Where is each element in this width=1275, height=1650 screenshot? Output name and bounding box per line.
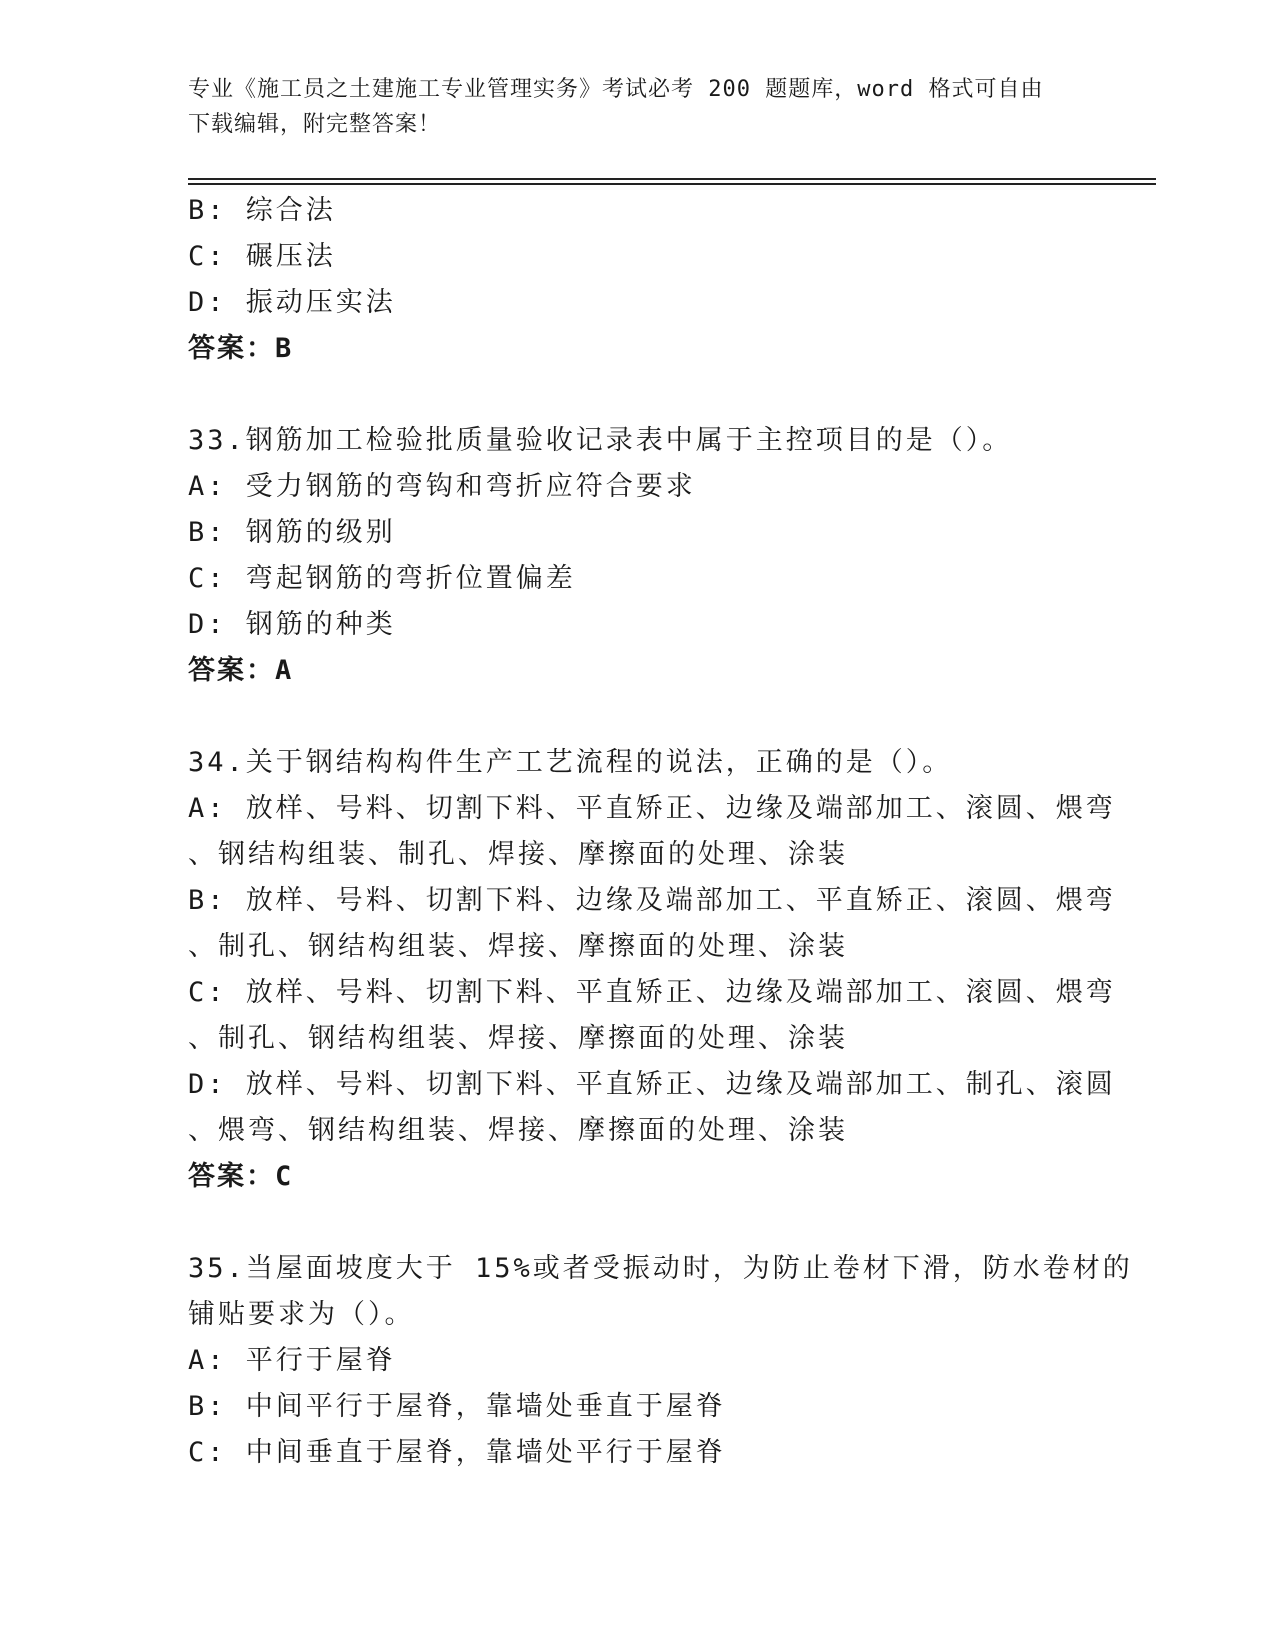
option-b: B: 综合法 bbox=[188, 195, 336, 226]
question-stem-line-2: 铺贴要求为（）。 bbox=[188, 1299, 415, 1330]
option-b: B: 钢筋的级别 bbox=[188, 517, 396, 548]
question-content bbox=[188, 188, 1133, 1476]
option-b-line-2: 、制孔、钢结构组装、焊接、摩擦面的处理、涂装 bbox=[188, 931, 848, 962]
question-stem: 34.关于钢结构构件生产工艺流程的说法，正确的是（）。 bbox=[188, 747, 953, 778]
option-a: A: 受力钢筋的弯钩和弯折应符合要求 bbox=[188, 471, 696, 502]
header-line-1: 专业《施工员之土建施工专业管理实务》考试必考 200 题题库，word 格式可自由 bbox=[188, 77, 1044, 102]
header-rule-top bbox=[188, 178, 1156, 180]
option-c-line-2: 、制孔、钢结构组装、焊接、摩擦面的处理、涂装 bbox=[188, 1023, 848, 1054]
spacer bbox=[188, 694, 1088, 740]
answer-line: 答案：B bbox=[188, 333, 294, 364]
page-header bbox=[188, 72, 1088, 142]
question-32-tail bbox=[188, 188, 1088, 372]
option-c: C: 弯起钢筋的弯折位置偏差 bbox=[188, 563, 576, 594]
option-d-line-1: D: 放样、号料、切割下料、平直矫正、边缘及端部加工、制孔、滚圆 bbox=[188, 1069, 1116, 1100]
answer-line: 答案：A bbox=[188, 655, 294, 686]
question-35 bbox=[188, 1246, 1133, 1476]
option-d: D: 振动压实法 bbox=[188, 287, 396, 318]
option-b-line-1: B: 放样、号料、切割下料、边缘及端部加工、平直矫正、滚圆、煨弯 bbox=[188, 885, 1116, 916]
option-a: A: 平行于屋脊 bbox=[188, 1345, 396, 1376]
spacer bbox=[188, 372, 1088, 418]
option-c: C: 中间垂直于屋脊，靠墙处平行于屋脊 bbox=[188, 1437, 726, 1468]
header-rule-bottom bbox=[188, 183, 1156, 185]
spacer bbox=[188, 1200, 1088, 1246]
answer-line: 答案：C bbox=[188, 1161, 294, 1192]
option-c: C: 碾压法 bbox=[188, 241, 336, 272]
option-a-line-1: A: 放样、号料、切割下料、平直矫正、边缘及端部加工、滚圆、煨弯 bbox=[188, 793, 1116, 824]
option-d: D: 钢筋的种类 bbox=[188, 609, 396, 640]
question-stem-line-1: 35.当屋面坡度大于 15%或者受振动时，为防止卷材下滑，防水卷材的 bbox=[188, 1253, 1133, 1284]
option-b: B: 中间平行于屋脊，靠墙处垂直于屋脊 bbox=[188, 1391, 726, 1422]
question-stem: 33.钢筋加工检验批质量验收记录表中属于主控项目的是（）。 bbox=[188, 425, 1013, 456]
question-34 bbox=[188, 740, 1116, 1200]
header-line-2: 下载编辑，附完整答案！ bbox=[188, 112, 442, 137]
option-a-line-2: 、钢结构组装、制孔、焊接、摩擦面的处理、涂装 bbox=[188, 839, 848, 870]
option-d-line-2: 、煨弯、钢结构组装、焊接、摩擦面的处理、涂装 bbox=[188, 1115, 848, 1146]
question-33 bbox=[188, 418, 1088, 694]
option-c-line-1: C: 放样、号料、切割下料、平直矫正、边缘及端部加工、滚圆、煨弯 bbox=[188, 977, 1116, 1008]
